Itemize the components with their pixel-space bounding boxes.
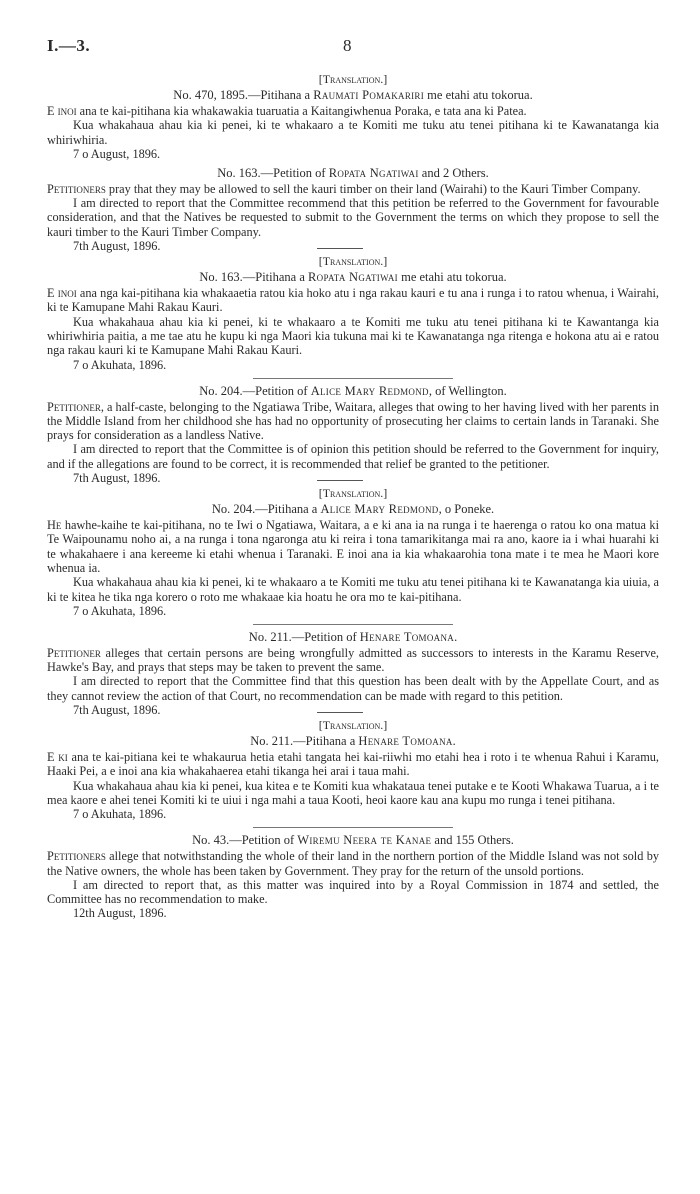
section-divider [253, 624, 453, 625]
petition-statement: E ki ana te kai-pitiana kei te whakaurua hetia etahi tangata hei kai-riiwhi mo etahi hea i roto i te whenua Rahui i Karamu, Haaki Pei, a e inoi ana kia whakahaerea etahi tikanga hei arai i taua mahi. [47, 750, 659, 779]
committee-report: Kua whakahaua ahau kia ki penei, ki te whakaaro a te Komiti me tuku atu tenei pitihana ki te Kawanatanga kia whiriwhiria. [47, 118, 659, 147]
section-divider [253, 827, 453, 828]
page-number: 8 [343, 36, 352, 55]
committee-report: Kua whakahaua ahau kia ki penei, ki te whakaaro a te Komiti me tuku atu tenei pitihana ki te Kawanatanga kia uiuia, a ki te kitea he tika nga korero o roto me whakaae kia hoatu he ora mo te kai-pitihana. [47, 575, 659, 604]
petition-title: No. 204.—Petition of Alice Mary Redmond, of Wellington. [199, 383, 507, 398]
translation-label: [Translation.] [318, 486, 388, 501]
translation-label: [Translation.] [318, 72, 388, 86]
section-divider [253, 378, 453, 379]
petition-title: No. 211.—Petition of Henare Tomoana. [248, 629, 458, 644]
committee-report: Kua whakahaua ahau kia ki penei, ki te whakaaro a te Komiti me tuku atu tenei pitihana ki te Kawantanga kia whiriwhiria paitia, a me tae atu he kupu ki nga Maori kia tukuna mai ki te Kawanatanga nga ritenga e hokona atu ai e ratou nga rakau kauri ki te Kamupane Mahi Rakau Kauri. [47, 314, 659, 358]
report-date: 12th August, 1896. [73, 906, 167, 921]
petition-statement: He hawhe-kaihe te kai-pitihana, no te Iwi o Ngatiawa, Waitara, a e ki ana ia na runga i te haerenga o ratou ko ona matua ki Te Waipounamu noho ai, a na runga i tona ngaronga atu ki reira i tona tamarikitanga mai ra ano, kaore ia i whai huarahi ki te whakahaere i ana kereeme ki etahi whenua i Taranaki. E inoi ana ia kia whakaarohia tona mate i te mea he Maori kore whenua ia. [47, 518, 659, 575]
petition-statement: Petitioner alleges that certain persons are being wrongfully admitted as successors to interests in the Karamu Reserve, Hawke's Bay, and prays that steps may be taken to prevent the same. [47, 645, 659, 675]
report-date: 7th August, 1896. [73, 471, 161, 486]
committee-report: I am directed to report that the Committee find that this question has been dealt with by the Appellate Court, and as they cannot review the action of that Court, no recommendation can be made with regard to this petition. [47, 674, 659, 703]
petition-statement: Petitioner, a half-caste, belonging to the Ngatiawa Tribe, Waitara, alleges that owing to her having lived with her parents in the Middle Island from her childhood she has had no opportunity of prosecuting her claims to certain lands in Taranaki. She prays for consideration as a landless Native. [47, 399, 659, 443]
report-date: 7th August, 1896. [73, 239, 161, 254]
committee-report: I am directed to report that the Committee is of opinion this petition should be referred to the Government for inquiry, and if the allegations are found to be correct, it is recommended that relief be granted to the petitioner. [47, 442, 659, 471]
committee-report: I am directed to report that, as this matter was inquired into by a Royal Commission in 1874 and settled, the Committee has no recommendation to make. [47, 877, 659, 907]
petition-title: No. 163.—Petition of Ropata Ngatiwai and 2 Others. [217, 165, 489, 180]
petitioner-name: Wiremu Neera te Kanae [297, 833, 432, 848]
petition-title: No. 470, 1895.—Pitihana a Raumati Pomakariri me etahi atu tokorua. [173, 88, 533, 102]
petition-statement: E inoi ana te kai-pitihana kia whakawakia tuaruatia a Kaitangiwhenua Poraka, e tata ana ki Patea. [47, 104, 527, 118]
short-divider [317, 248, 363, 249]
page-header [47, 36, 659, 60]
petition-title: No. 163.—Pitihana a Ropata Ngatiwai me etahi atu tokorua. [199, 270, 507, 285]
report-date: 7 o Akuhata, 1896. [73, 357, 167, 372]
petitions-content [47, 72, 659, 921]
petitioner-name: Alice Mary Redmond [310, 383, 429, 398]
short-divider [317, 712, 363, 713]
petition-title: No. 43.—Petition of Wiremu Neera te Kanae and 155 Others. [192, 833, 514, 848]
petition-statement: Petitioners pray that they may be allowed to sell the kauri timber on their land (Wairahi) to the Kauri Timber Company. [47, 181, 641, 196]
short-divider [317, 480, 363, 481]
report-date: 7 o August, 1896. [73, 146, 161, 161]
petitioner-name: Henare Tomoana [359, 629, 455, 644]
petitioner-name: Ropata Ngatiwai [328, 165, 419, 180]
petitioner-name: Raumati Pomakariri [313, 88, 425, 102]
translation-label: [Translation.] [318, 718, 388, 733]
petitioner-name: Henare Tomoana [358, 734, 453, 749]
petition-title: No. 204.—Pitihana a Alice Mary Redmond, o Poneke. [211, 502, 495, 517]
report-date: 7 o Akuhata, 1896. [73, 807, 167, 822]
petitioner-name: Ropata Ngatiwai [308, 270, 398, 285]
report-date: 7 o Akuhata, 1896. [73, 603, 167, 618]
petition-statement: E inoi ana nga kai-pitihana kia whakaaetia ratou kia hoko atu i nga rakau kauri e tu ana i runga i to ratou whenua, i Wairahi, ki te Kamupane Mahi Rakau Kauri. [47, 286, 659, 315]
committee-report: Kua whakahaua ahau kia ki penei, kua kitea e te Komiti kua whakataua tenei putake e te Kooti Whakawa Tuarua, a i te mea kaore e ahei tenei Komiti ki te uiui i nga mahi a taua Kooti, heoi kaore kau ana kupu mo runga i tenei pitihana. [47, 778, 659, 807]
petition-statement: Petitioners allege that notwithstanding the whole of their land in the northern portion of the Middle Island was not sold by the Native owners, the whole has been taken by Government. They pray for the return of the unsold portions. [47, 849, 659, 878]
report-date: 7th August, 1896. [73, 703, 161, 718]
parliamentary-paper-reference: I.—3. [47, 36, 91, 55]
committee-report: I am directed to report that the Committee recommend that this petition be referred to the Government for favourable consideration, and that the Natives be requested to submit to the Government the terms on which they propose to sell the kauri timber to the Kauri Timber Company. [47, 196, 659, 239]
petition-title: No. 211.—Pitihana a Henare Tomoana. [250, 734, 456, 749]
petitioner-name: Alice Mary Redmond [320, 502, 439, 517]
translation-label: [Translation.] [318, 254, 388, 269]
